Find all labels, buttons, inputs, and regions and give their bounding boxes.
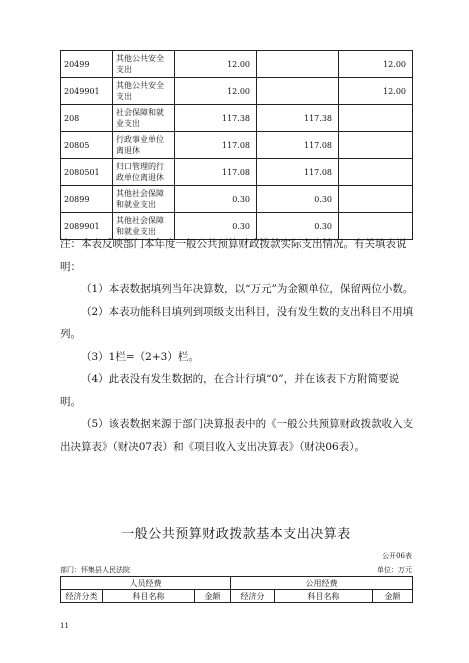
row-total: 12.00 — [175, 78, 257, 105]
row-total: 0.30 — [175, 186, 257, 213]
row-basic: 117.38 — [257, 105, 339, 132]
row-code: 20899 — [61, 186, 113, 213]
personnel-expenses-header: 人员经费 — [61, 577, 231, 590]
row-total: 12.00 — [175, 51, 257, 78]
row-project: 12.00 — [339, 51, 413, 78]
row-code: 20499 — [61, 51, 113, 78]
form-number: 公开06表 — [382, 552, 412, 560]
row-project — [339, 132, 413, 159]
row-subject-name: 其他公共安全支出 — [113, 51, 175, 78]
row-total: 117.38 — [175, 105, 257, 132]
subject-name-header: 科目名称 — [103, 590, 195, 603]
row-total: 0.30 — [175, 213, 257, 240]
row-code: 2080501 — [61, 159, 113, 186]
notes-intro: 注：本表反映部门本年度一般公共预算财政拨款实际支出情况。有关填表说明： — [60, 238, 407, 273]
row-code: 208 — [61, 105, 113, 132]
table-row — [61, 78, 413, 105]
row-project: 12.00 — [339, 78, 413, 105]
row-subject-name: 其他社会保障和就业支出 — [113, 186, 175, 213]
notes-section — [60, 233, 416, 458]
subject-name-header-2: 科目名称 — [275, 590, 373, 603]
note-item-5: （5）该表数据来源于部门决算报表中的《一般公共预算财政拨款收入支出决算表》（财决07表）和《项目收入支出决算表》（财决06表）。 — [60, 418, 414, 453]
table-row — [61, 51, 413, 78]
page-number: 11 — [60, 622, 69, 630]
table-row — [61, 105, 413, 132]
row-code: 20805 — [61, 132, 113, 159]
table-row — [61, 159, 413, 186]
row-project — [339, 105, 413, 132]
table-row — [61, 186, 413, 213]
unit-label: 单位：万元 — [377, 566, 412, 574]
table2-title: 一般公共预算财政拨款基本支出决算表 — [121, 527, 351, 542]
department-label: 部门：怀集县人民法院 — [60, 566, 130, 574]
note-item-2: （2）本表功能科目填列到项级支出科目，没有发生数的支出科目不用填列。 — [60, 305, 414, 340]
amount-header: 金额 — [195, 590, 231, 603]
row-total: 117.08 — [175, 132, 257, 159]
expenditure-table — [60, 50, 413, 240]
row-basic: 117.08 — [257, 159, 339, 186]
row-subject-name: 行政事业单位离退休 — [113, 132, 175, 159]
note-item-3: （3）1栏=（2+3）栏。 — [81, 350, 199, 363]
economic-class-header-2: 经济分 — [231, 590, 275, 603]
row-basic: 117.08 — [257, 132, 339, 159]
row-code: 2089901 — [61, 213, 113, 240]
row-project — [339, 159, 413, 186]
row-code: 2049901 — [61, 78, 113, 105]
economic-class-header: 经济分类 — [61, 590, 103, 603]
group-header-row — [61, 577, 413, 590]
row-subject-name: 社会保障和就业支出 — [113, 105, 175, 132]
note-item-4: （4）此表没有发生数据的，在合计行填“0”，并在该表下方附简要说明。 — [60, 373, 400, 408]
table-row — [61, 132, 413, 159]
basic-expenditure-table — [60, 576, 413, 603]
amount-header-2: 金额 — [373, 590, 413, 603]
public-expenses-header: 公用经费 — [231, 577, 413, 590]
expenditure-table-body — [61, 51, 413, 240]
row-basic — [257, 78, 339, 105]
row-subject-name: 归口管理的行政单位离退休 — [113, 159, 175, 186]
column-header-row — [61, 590, 413, 603]
row-project — [339, 186, 413, 213]
row-total: 117.08 — [175, 159, 257, 186]
row-subject-name: 其他公共安全支出 — [113, 78, 175, 105]
row-basic: 0.30 — [257, 186, 339, 213]
note-item-1: （1）本表数据填列当年决算数，以“万元”为金额单位，保留两位小数。 — [81, 283, 414, 295]
row-subject-name: 其他社会保障和就业支出 — [113, 213, 175, 240]
row-basic — [257, 51, 339, 78]
row-basic: 0.30 — [257, 213, 339, 240]
